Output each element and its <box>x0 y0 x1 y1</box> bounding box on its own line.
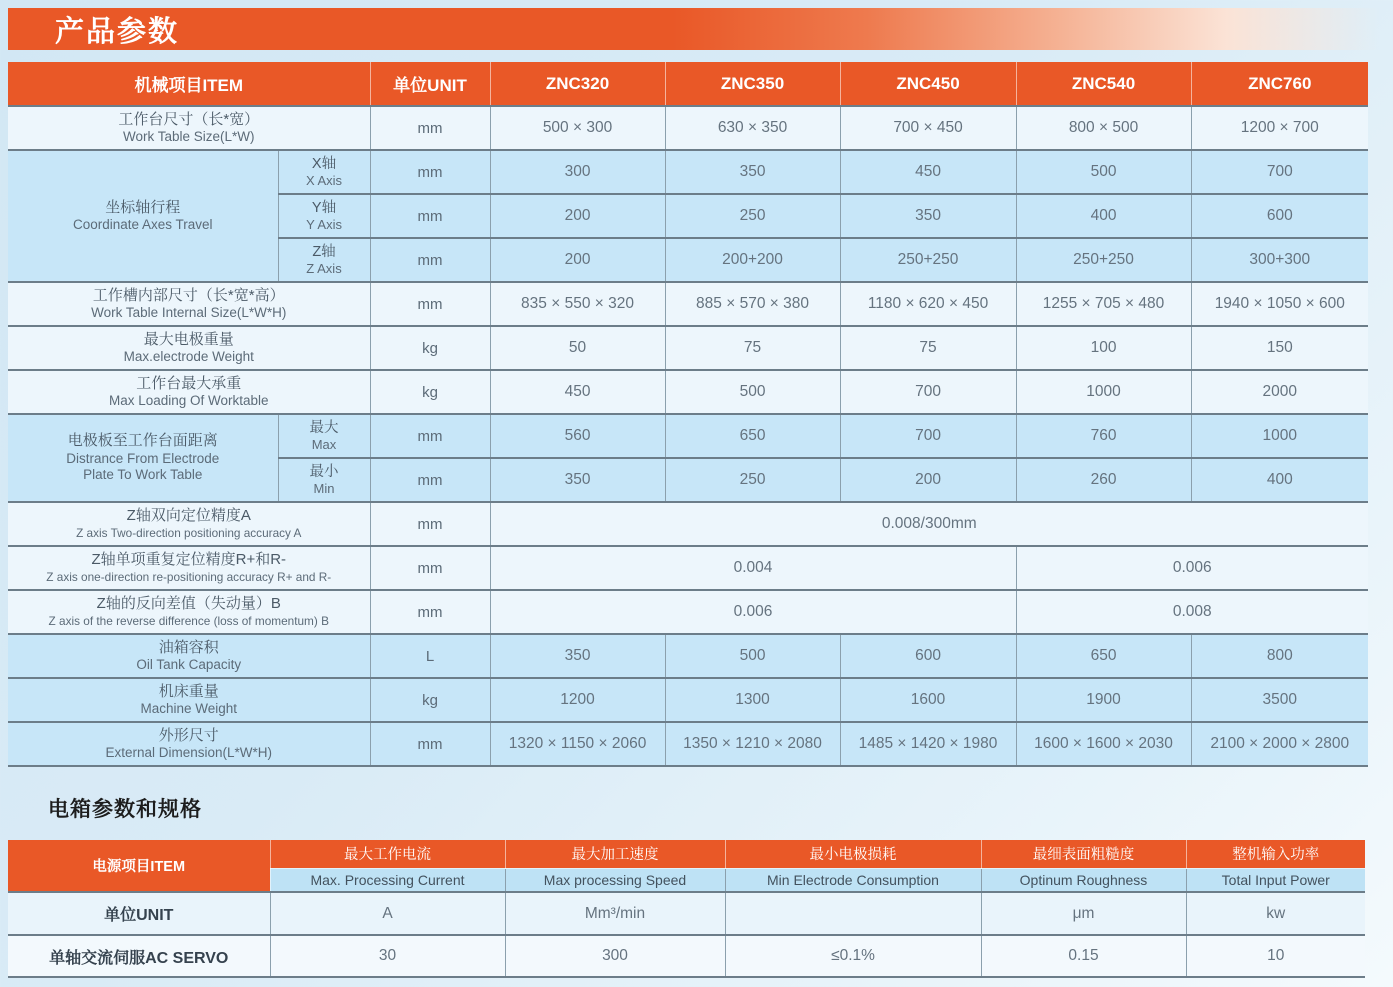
value-cell: 350 <box>665 150 840 194</box>
unit-cell: mm <box>370 590 490 634</box>
unit-cell: mm <box>370 722 490 766</box>
value-cell: 600 <box>1191 194 1368 238</box>
sub-label-y-axis: Y轴 Y Axis <box>278 194 370 238</box>
unit-cell: L <box>370 634 490 678</box>
value-cell: 1200 × 700 <box>1191 106 1368 150</box>
power-value-cell: ≤0.1% <box>725 935 981 977</box>
power-col-header-en: Min Electrode Consumption <box>725 868 981 892</box>
unit-cell: mm <box>370 458 490 502</box>
value-cell-span-left: 0.004 <box>490 546 1016 590</box>
unit-cell: mm <box>370 546 490 590</box>
value-cell: 800 × 500 <box>1016 106 1191 150</box>
value-cell: 300 <box>490 150 665 194</box>
value-cell: 1300 <box>665 678 840 722</box>
value-cell: 2100 × 2000 × 2800 <box>1191 722 1368 766</box>
row-electrode-distance-max <box>8 414 1368 458</box>
unit-cell: mm <box>370 414 490 458</box>
power-unit-row-label: 单位UNIT <box>8 892 270 935</box>
value-cell: 3500 <box>1191 678 1368 722</box>
row-internal-size <box>8 282 1368 326</box>
sub-label-x-axis: X轴 X Axis <box>278 150 370 194</box>
value-cell: 500 <box>665 370 840 414</box>
value-cell: 260 <box>1016 458 1191 502</box>
sub-label-z-axis: Z轴 Z Axis <box>278 238 370 282</box>
power-unit-cell: kw <box>1186 892 1365 935</box>
power-col-header-en: Max. Processing Current <box>270 868 505 892</box>
unit-cell: mm <box>370 150 490 194</box>
power-value-cell: 0.15 <box>981 935 1186 977</box>
row-label: 工作台最大承重 Max Loading Of Worktable <box>8 370 370 414</box>
value-cell: 600 <box>840 634 1016 678</box>
value-cell: 700 × 450 <box>840 106 1016 150</box>
power-col-header-en: Optinum Roughness <box>981 868 1186 892</box>
value-cell: 650 <box>1016 634 1191 678</box>
value-cell: 500 × 300 <box>490 106 665 150</box>
power-unit-row <box>8 892 1365 935</box>
value-cell: 250+250 <box>840 238 1016 282</box>
sub-label-max: 最大 Max <box>278 414 370 458</box>
value-cell: 250 <box>665 194 840 238</box>
value-cell: 1180 × 620 × 450 <box>840 282 1016 326</box>
model-column-header-znc450: ZNC450 <box>840 62 1016 106</box>
model-column-header-znc760: ZNC760 <box>1191 62 1368 106</box>
value-cell: 450 <box>490 370 665 414</box>
mechanical-spec-table <box>8 62 1368 767</box>
value-cell: 650 <box>665 414 840 458</box>
value-cell: 1940 × 1050 × 600 <box>1191 282 1368 326</box>
value-cell: 500 <box>1016 150 1191 194</box>
spec-table-header-row <box>8 62 1368 106</box>
power-servo-row <box>8 935 1365 977</box>
power-col-header-zh: 最小电极损耗 <box>725 840 981 868</box>
power-col-header-en: Max processing Speed <box>505 868 725 892</box>
page-title: 产品参数 <box>55 15 180 48</box>
group-label-electrode-distance: 电极板至工作台面距离 Distrance From Electrode Plate To Work Table <box>8 414 278 502</box>
value-cell: 800 <box>1191 634 1368 678</box>
power-value-cell: 10 <box>1186 935 1365 977</box>
unit-cell: mm <box>370 106 490 150</box>
model-column-header-znc350: ZNC350 <box>665 62 840 106</box>
value-cell: 1255 × 705 × 480 <box>1016 282 1191 326</box>
value-cell: 1600 × 1600 × 2030 <box>1016 722 1191 766</box>
value-cell: 2000 <box>1191 370 1368 414</box>
row-label: 最大电极重量 Max.electrode Weight <box>8 326 370 370</box>
row-reverse-difference-b <box>8 590 1368 634</box>
value-cell-span-all: 0.008/300mm <box>490 502 1368 546</box>
value-cell: 760 <box>1016 414 1191 458</box>
row-label: Z轴的反向差值（失动量）B Z axis of the reverse difference (loss of momentum) B <box>8 590 370 634</box>
value-cell: 350 <box>490 458 665 502</box>
row-positioning-accuracy-a <box>8 502 1368 546</box>
value-cell: 1900 <box>1016 678 1191 722</box>
row-external-dimension <box>8 722 1368 766</box>
unit-cell: mm <box>370 502 490 546</box>
unit-cell: kg <box>370 370 490 414</box>
value-cell: 700 <box>1191 150 1368 194</box>
section-title-electrical: 电箱参数和规格 <box>48 798 202 821</box>
value-cell: 1485 × 1420 × 1980 <box>840 722 1016 766</box>
model-column-header-znc540: ZNC540 <box>1016 62 1191 106</box>
power-col-header-zh: 最大工作电流 <box>270 840 505 868</box>
row-axes-travel-x <box>8 150 1368 194</box>
power-servo-row-label: 单轴交流伺服AC SERVO <box>8 935 270 977</box>
row-label: 工作槽内部尺寸（长*宽*高） Work Table Internal Size(L*W*H) <box>8 282 370 326</box>
value-cell: 200+200 <box>665 238 840 282</box>
value-cell: 1320 × 1150 × 2060 <box>490 722 665 766</box>
value-cell: 75 <box>665 326 840 370</box>
value-cell: 50 <box>490 326 665 370</box>
value-cell: 700 <box>840 414 1016 458</box>
value-cell: 1350 × 1210 × 2080 <box>665 722 840 766</box>
row-work-table-size <box>8 106 1368 150</box>
row-label: Z轴双向定位精度A Z axis Two-direction positioning accuracy A <box>8 502 370 546</box>
value-cell: 200 <box>490 194 665 238</box>
page-title-bar <box>8 8 1393 50</box>
power-item-header: 电源项目ITEM <box>8 840 270 892</box>
row-label: 外形尺寸 External Dimension(L*W*H) <box>8 722 370 766</box>
value-cell: 250+250 <box>1016 238 1191 282</box>
row-max-electrode-weight <box>8 326 1368 370</box>
unit-cell: kg <box>370 326 490 370</box>
power-col-header-zh: 最细表面粗糙度 <box>981 840 1186 868</box>
power-value-cell: 30 <box>270 935 505 977</box>
unit-cell: mm <box>370 282 490 326</box>
item-column-header: 机械项目ITEM <box>8 62 370 106</box>
power-spec-table <box>8 840 1365 978</box>
value-cell: 75 <box>840 326 1016 370</box>
value-cell: 200 <box>490 238 665 282</box>
value-cell: 200 <box>840 458 1016 502</box>
power-unit-cell: μm <box>981 892 1186 935</box>
value-cell: 150 <box>1191 326 1368 370</box>
unit-cell: mm <box>370 194 490 238</box>
row-label: Z轴单项重复定位精度R+和R- Z axis one-direction re-positioning accuracy R+ and R- <box>8 546 370 590</box>
power-unit-cell: Mm³/min <box>505 892 725 935</box>
value-cell: 835 × 550 × 320 <box>490 282 665 326</box>
row-label: 机床重量 Machine Weight <box>8 678 370 722</box>
value-cell: 300+300 <box>1191 238 1368 282</box>
row-label: 油箱容积 Oil Tank Capacity <box>8 634 370 678</box>
power-col-header-en: Total Input Power <box>1186 868 1365 892</box>
power-col-header-zh: 整机输入功率 <box>1186 840 1365 868</box>
value-cell: 450 <box>840 150 1016 194</box>
value-cell: 885 × 570 × 380 <box>665 282 840 326</box>
value-cell: 400 <box>1016 194 1191 238</box>
row-oil-tank-capacity <box>8 634 1368 678</box>
value-cell: 1600 <box>840 678 1016 722</box>
value-cell: 400 <box>1191 458 1368 502</box>
value-cell: 1200 <box>490 678 665 722</box>
unit-cell: kg <box>370 678 490 722</box>
value-cell-span-left: 0.006 <box>490 590 1016 634</box>
model-column-header-znc320: ZNC320 <box>490 62 665 106</box>
value-cell: 100 <box>1016 326 1191 370</box>
value-cell: 350 <box>490 634 665 678</box>
value-cell-span-right: 0.008 <box>1016 590 1368 634</box>
value-cell: 630 × 350 <box>665 106 840 150</box>
value-cell: 250 <box>665 458 840 502</box>
value-cell: 350 <box>840 194 1016 238</box>
value-cell: 1000 <box>1016 370 1191 414</box>
value-cell: 500 <box>665 634 840 678</box>
unit-column-header: 单位UNIT <box>370 62 490 106</box>
value-cell: 1000 <box>1191 414 1368 458</box>
row-label: 工作台尺寸（长*宽） Work Table Size(L*W) <box>8 106 370 150</box>
power-unit-cell: A <box>270 892 505 935</box>
value-cell: 700 <box>840 370 1016 414</box>
row-repositioning-accuracy-r <box>8 546 1368 590</box>
sub-label-min: 最小 Min <box>278 458 370 502</box>
unit-cell: mm <box>370 238 490 282</box>
power-value-cell: 300 <box>505 935 725 977</box>
group-label-axes-travel: 坐标轴行程 Coordinate Axes Travel <box>8 150 278 282</box>
value-cell-span-right: 0.006 <box>1016 546 1368 590</box>
power-unit-cell <box>725 892 981 935</box>
row-max-loading <box>8 370 1368 414</box>
row-machine-weight <box>8 678 1368 722</box>
power-header-zh-row <box>8 840 1365 868</box>
power-col-header-zh: 最大加工速度 <box>505 840 725 868</box>
value-cell: 560 <box>490 414 665 458</box>
